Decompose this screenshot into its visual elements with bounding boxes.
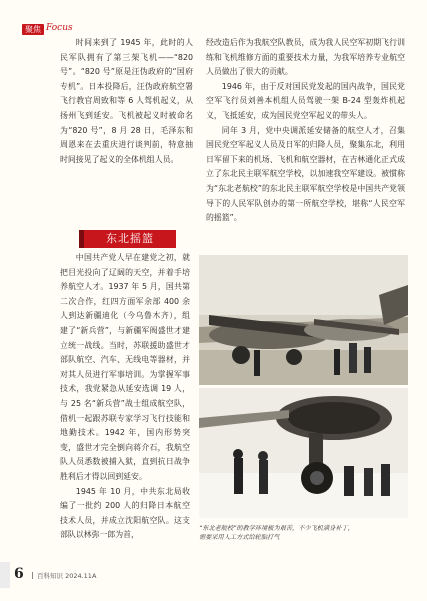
header-badge: 聚焦: [22, 24, 44, 35]
paragraph: 中国共产党人早在建党之初，就把目光投向了辽阔的天空，并着手培养航空人才。1937 年 5 月，国共第二次合作，红四方面军余部 400 余人到达新疆迪化（今乌鲁木齐），组建了“新兵营”，与新疆军阀盛世才建立统一战线。当时，苏联援助盛世才部队航空、汽车、无线电等器材，并对其人员进行军事培训。为掌握军事技术，我党紧急从延安选调 19 人，与 25 名“新兵营”战士组成航空队，借机一起跟苏联专家学习飞行技能和地勤技术。1942 年，国内形势突变，盛世才完全倒向蒋介石，我航空队人员悉数被捕入狱，直到抗日战争胜利后才得以回到延安。: [60, 253, 190, 481]
publication-info: [32, 571, 96, 580]
page-number: 6: [14, 566, 24, 582]
publication-label: 百科知识 2024.11A: [37, 572, 97, 580]
left-top-column: [60, 36, 193, 167]
paragraph: 1945 年 10 月，中共东北局收编了一批约 200 人的归降日本航空技术人员，并成立沈阳航空队。这支部队以林弥一郎为首，: [60, 486, 190, 540]
caption-line: “东北老航校”的教学环境极为艰苦，不少飞机满身补丁，: [199, 525, 354, 532]
section-heading: 东北摇篮: [79, 230, 176, 248]
footer-bar: [0, 562, 10, 588]
paragraph: 1946 年，由于反对国民党发起的国内战争，国民党空军飞行员刘善本机组人员驾驶一架 B-24 型轰炸机起义，飞抵延安，成为国民党空军起义的带头人。: [206, 81, 405, 120]
photo-aircraft-line: [199, 255, 408, 385]
footer-divider: [32, 572, 33, 579]
paragraph: 同年 3 月，党中央调派延安储备的航空人才，召集国民党空军起义人员及日军的归降人员，聚集东北，利用日军留下来的机场、飞机和航空器材，在吉林通化正式成立了东北民主联军航空学校，以加速我空军建设。被惯称为“东北老航校”的东北民主联军航空学校是中国共产党领导下的人民军队创办的第一所航空学校，堪称“人民空军的摇篮”。: [206, 125, 405, 223]
photo-caption: [199, 524, 408, 542]
paragraph: 时间来到了 1945 年，此时的人民军队拥有了第三架飞机——“820 号”。“820 号”原是汪伪政府的“国府专机”。日本投降后，汪伪政府航空署飞行教官周致和等 6 人驾机起义，从扬州飞到延安。飞机被起义时被命名为“820 号”，8 月 28 日，毛泽东和周恩来在去重庆进行谈判前，特意抽时间接见了起义的全体机组人员。: [60, 38, 193, 164]
photo-tire-inflation: [199, 388, 408, 518]
caption-line: 需要采用人工方式给轮胎打气: [199, 534, 280, 541]
paragraph: 经改造后作为我航空队教员，成为我人民空军初期飞行训练和飞机维修方面的重要技术力量，为我军培养专业航空人员做出了很大的贡献。: [206, 38, 405, 77]
header-title-en: Focus: [46, 23, 73, 33]
left-bottom-column: [60, 251, 190, 543]
right-top-column: [206, 36, 405, 226]
